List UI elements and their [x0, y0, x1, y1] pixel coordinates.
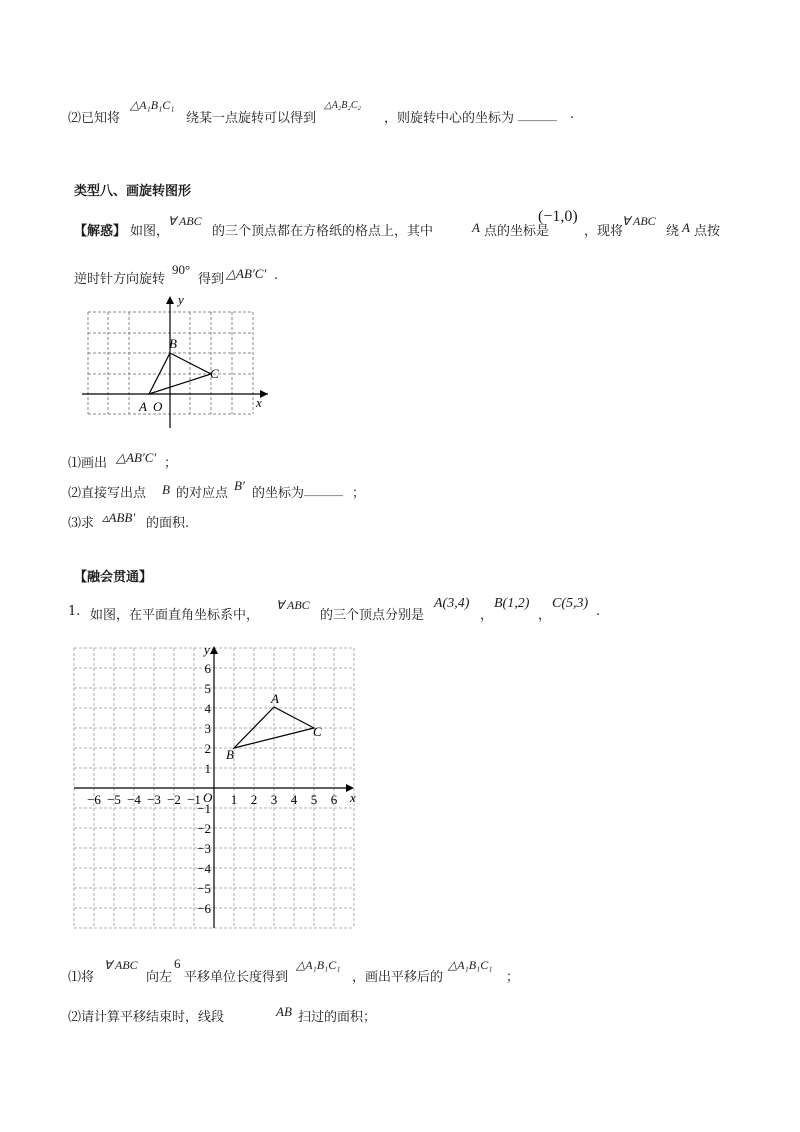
example-text-3: 点的坐标是 — [484, 224, 550, 239]
p1-text-3: ，画出平移后的 — [352, 970, 444, 985]
point-a: A — [472, 220, 480, 235]
coord-b: B(1,2) — [494, 596, 530, 611]
p1-text-1: 向左 — [146, 970, 173, 985]
example-text-5: 绕 — [666, 224, 680, 239]
x-tick-label: 2 — [250, 792, 258, 807]
p1-num: 6 — [174, 956, 181, 971]
sep-1: ， — [480, 608, 494, 623]
p2-suffix: 扫过的面积； — [298, 1010, 377, 1025]
label-a: A — [139, 399, 147, 414]
p2-prefix: ⑵请计算平移结束时，线段 — [68, 1010, 225, 1025]
problem-triangle: ∀ ABC — [276, 598, 310, 612]
example-tag: 【解惑】 — [74, 224, 127, 239]
example-text-1: 如图， — [130, 224, 170, 239]
x-tick-label: 6 — [330, 792, 338, 807]
q2-blank: ______ — [304, 482, 343, 497]
q3-prefix: ⑶求 — [68, 516, 95, 531]
q2-point-b: B — [162, 482, 170, 497]
q1-end: ； — [164, 456, 178, 471]
line1-prefix: ⑵已知将 — [68, 111, 121, 126]
x-tick-label: 1 — [230, 792, 238, 807]
example-line2-b: 得到 — [198, 272, 225, 287]
answer-blank: ______ — [518, 107, 557, 122]
y-tick-label: 3 — [204, 721, 211, 736]
triangle-a1b1c1: △A₁B₁C₁ — [130, 98, 175, 112]
y-label-2: y — [204, 642, 210, 657]
sep-2: ， — [538, 608, 552, 623]
section-2-title: 【融会贯通】 — [74, 570, 153, 585]
example-line2-a: 逆时针方向旋转 — [74, 272, 166, 287]
label-b-2: B — [226, 747, 234, 762]
y-tick-label: 6 — [204, 661, 211, 676]
p1-triangle: ∀ ABC — [104, 958, 138, 972]
x-tick-label: 5 — [310, 792, 318, 807]
p1-triangle-2: △A₁B₁C₁ — [296, 958, 341, 972]
problem-number: 1. — [68, 604, 81, 619]
problem-text-2: 的三个顶点分别是 — [320, 608, 425, 623]
y-axis-arrow — [166, 296, 174, 304]
q2-end: ； — [352, 486, 366, 501]
q1-triangle: △AB′C′ — [116, 450, 157, 465]
p1-triangle-3: △A₁B₁C₁ — [448, 958, 493, 972]
y-tick-label: 2 — [204, 741, 211, 756]
triangle-abc-2: ∀ ABC — [622, 214, 656, 228]
q2-point-bp: B′ — [234, 478, 245, 493]
y-tick-label: −2 — [197, 821, 211, 836]
example-text-6: 点按 — [694, 224, 721, 239]
label-c-2: C — [313, 724, 322, 739]
x-tick-label: −6 — [87, 792, 101, 807]
triangle-abc: ∀ ABC — [168, 214, 202, 228]
q3-suffix: 的面积. — [146, 516, 190, 531]
x-tick-label: 4 — [290, 792, 298, 807]
example-end: . — [274, 268, 279, 283]
triangle-a2b2c2: △A₂B₂C₂ — [324, 100, 362, 111]
coordinate: (−1,0) — [538, 208, 578, 225]
y-tick-label: −1 — [197, 801, 211, 816]
problem-text-1: 如图，在平面直角坐标系中， — [90, 608, 260, 623]
q2-prefix: ⑵直接写出点 — [68, 486, 147, 501]
y-tick-label: −3 — [197, 841, 211, 856]
q2-mid: 的对应点 — [176, 486, 229, 501]
y-tick-label: −5 — [197, 881, 211, 896]
y-label: y — [178, 292, 184, 307]
x-tick-label: −3 — [147, 792, 161, 807]
label-c: C — [210, 366, 219, 381]
y-tick-label: 1 — [204, 761, 211, 776]
coord-c: C(5,3) — [552, 596, 589, 611]
coordinate-grid-figure — [60, 640, 370, 930]
y-tick-label: −4 — [197, 861, 211, 876]
x-label-2: x — [350, 790, 356, 805]
p2-segment: AB — [276, 1004, 292, 1019]
x-tick-labels — [87, 792, 338, 807]
angle: 90° — [172, 262, 191, 277]
y-tick-label: 5 — [204, 681, 211, 696]
x-tick-label: −1 — [187, 792, 201, 807]
q1-prefix: ⑴画出 — [68, 456, 108, 471]
coord-a: A(3,4) — [434, 596, 470, 611]
point-a-2: A — [682, 220, 690, 235]
problem-end: . — [596, 604, 601, 619]
label-b: B — [169, 336, 177, 351]
label-a-2: A — [271, 691, 279, 706]
line1-mid: 绕某一点旋转可以得到 — [186, 111, 317, 126]
y-axis-arrow-2 — [210, 646, 218, 654]
y-tick-label: 4 — [204, 701, 211, 716]
line1-end: . — [570, 107, 575, 122]
rotation-figure — [60, 290, 280, 430]
p1-end: ； — [506, 970, 520, 985]
example-text-2: 的三个顶点都在方格纸的格点上，其中 — [212, 224, 434, 239]
x-tick-label: −4 — [127, 792, 141, 807]
section-title: 类型八、画旋转图形 — [74, 184, 192, 199]
p1-prefix: ⑴将 — [68, 970, 95, 985]
triangle-ab-c: △AB′C′ — [226, 266, 267, 281]
x-tick-label: 3 — [270, 792, 278, 807]
x-tick-label: −5 — [107, 792, 121, 807]
x-label: x — [256, 395, 262, 410]
x-tick-label: −2 — [167, 792, 181, 807]
q2-suffix: 的坐标为 — [252, 486, 305, 501]
origin-label: O — [203, 790, 213, 805]
line1-suffix: ，则旋转中心的坐标为 — [384, 111, 515, 126]
q3-triangle: ▵ABB′ — [102, 510, 136, 525]
p1-text-2: 平移单位长度得到 — [184, 970, 289, 985]
y-tick-label: −6 — [197, 901, 211, 916]
example-text-4: ，现将 — [584, 224, 624, 239]
label-o: O — [153, 399, 163, 414]
